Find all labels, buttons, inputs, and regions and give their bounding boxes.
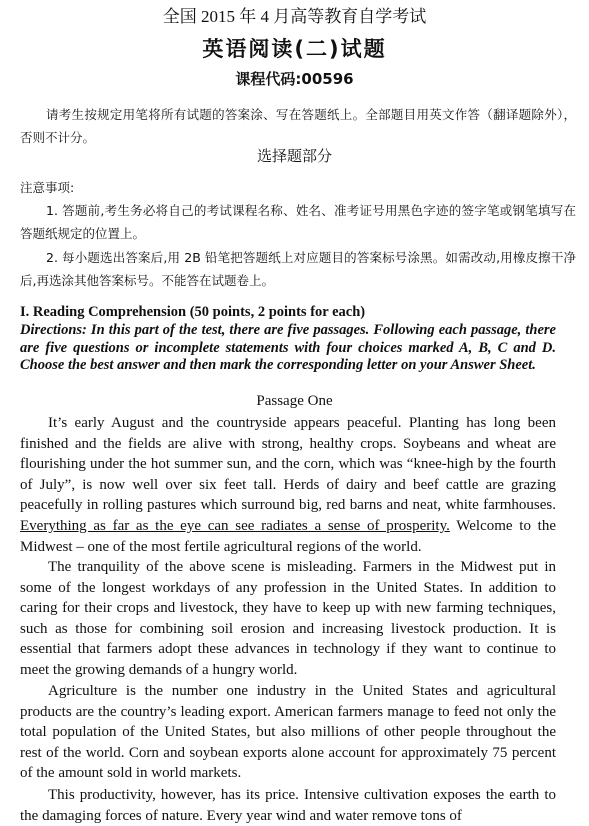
course-code: 课程代码:00596	[235, 70, 354, 88]
note-item: 1. 答题前,考生务必将自己的考试课程名称、姓名、准考证号用黑色字迹的签字笔或钢笔填写在答题纸规定的位置上。	[20, 203, 576, 241]
directions-text: Directions: In this part of the test, there are five passages. Following each passage, there are five questions or incomplete statements with four choices marked A, B, C and D. Choose the best answer and then mark the corresponding letter on your Answer Sheet.	[20, 322, 556, 373]
passage-paragraph	[20, 681, 556, 784]
passage-paragraph	[20, 413, 556, 557]
underlined-sentence: Everything as far as the eye can see radiates a sense of prosperity.	[20, 517, 450, 534]
exam-title: 英语阅读(二)试题	[202, 37, 387, 61]
paragraph-text: The tranquility of the above scene is misleading. Farmers in the Midwest put in some of the longest workdays of any profession in the United States. In addition to caring for their crops and livestock, they have to keep up with new farming techniques, such as those for combining soil erosion and increasing livestock production. It is essential that farmers adopt these advances in technology if they want to continue to meet the growing demands of a hungry world.	[20, 559, 556, 678]
part-heading: I. Reading Comprehension (50 points, 2 points for each)	[20, 304, 366, 320]
notes-title: 注意事项:	[20, 180, 75, 195]
section-heading: 选择题部分	[256, 147, 332, 165]
exam-instruction: 请考生按规定用笔将所有试题的答案涂、写在答题纸上。全部题目用英文作答（翻译题除外），否则不计分。	[20, 107, 576, 145]
passage-title: Passage One	[256, 393, 333, 409]
paragraph-text: Agriculture is the number one industry in the United States and agricultural products are the country’s leading export. American farmers manage to feed not only the total population of the United States, but also millions of other people throughout the rest of the world. Corn and soybean exports alone account for approximately 75 percent of the amount sold in world markets.	[20, 683, 556, 782]
paragraph-text: It’s early August and the countryside appears peaceful. Planting has long been finished and the fields are alive with strong, healthy crops. Soybeans and wheat are flourishing under the hot summer sun, and the corn, which was “knee-high by the fourth of July”, is now well over six feet tall. Herds of dairy and beef cattle are grazing peacefully in rolling pastures which surround big, red barns and neat, white farmhouses.	[20, 415, 556, 514]
exam-header-line: 全国 2015 年 4 月高等教育自学考试	[162, 7, 427, 26]
paragraph-text: This productivity, however, has its price. Intensive cultivation exposes the earth to the damaging forces of nature. Every year wind and water remove tons of	[20, 787, 556, 824]
passage-paragraph	[20, 557, 556, 681]
paragraph-text: Welcome to the Midwest – one of the most fertile agricultural regions of the world.	[20, 517, 556, 555]
passage-paragraph	[20, 785, 556, 826]
note-item: 2. 每小题选出答案后,用 2B 铅笔把答题纸上对应题目的答案标号涂黑。如需改动,用橡皮擦干净后,再选涂其他答案标号。不能答在试题卷上。	[20, 250, 576, 288]
